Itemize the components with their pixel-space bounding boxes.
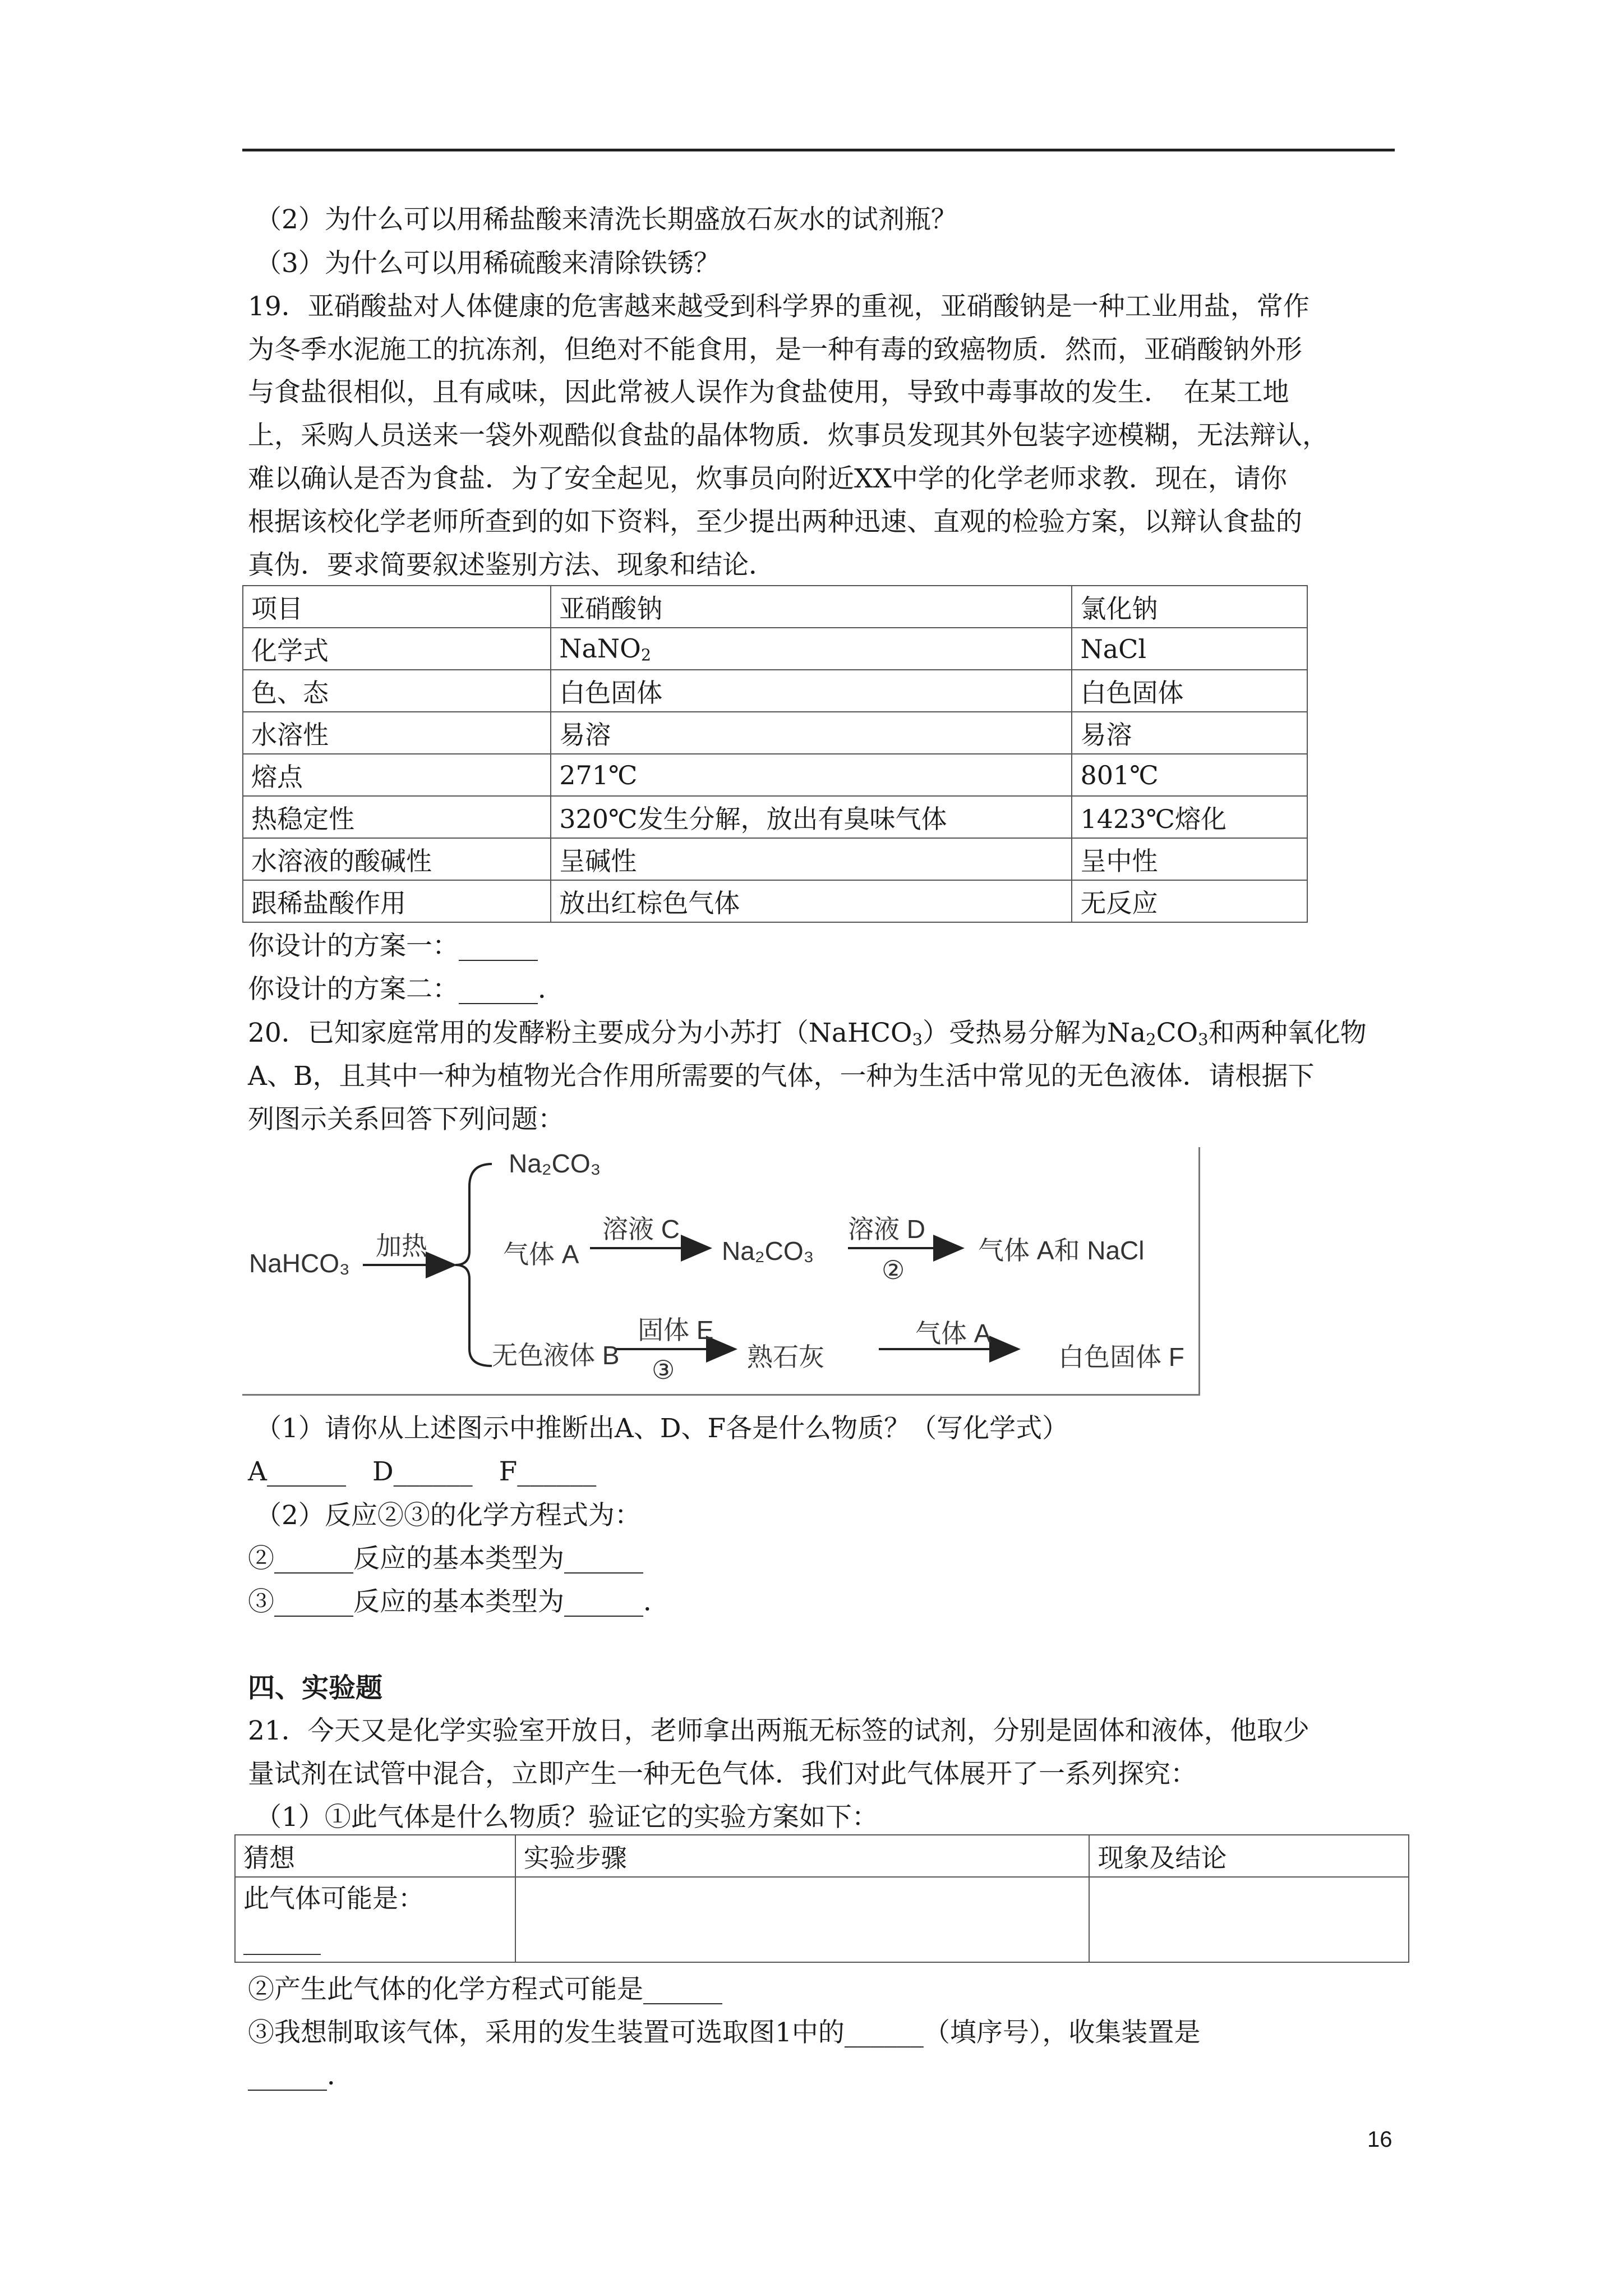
label-solid-e: 固体 E	[638, 1315, 714, 1345]
table-cell: 271℃	[551, 754, 1072, 796]
label-reaction-2: ②	[882, 1255, 905, 1285]
label-liquid-b: 无色液体 B	[492, 1341, 620, 1370]
q19-line: 难以确认是否为食盐．为了安全起见，炊事员向附近XX中学的化学老师求教．现在，请你	[248, 463, 1287, 494]
label-solution-c: 溶液 C	[602, 1214, 680, 1244]
comparison-table	[242, 585, 1308, 923]
q21-line: ______．	[248, 2060, 353, 2091]
table-header: 项目	[243, 586, 551, 628]
q19-line: 19．亚硝酸盐对人体健康的危害越来越受到科学界的重视，亚硝酸钠是一种工业用盐，常作	[248, 291, 1310, 322]
table-row	[243, 628, 1307, 670]
q19-line: 为冬季水泥施工的抗冻剂，但绝对不能食用，是一种有毒的致癌物质．然而，亚硝酸钠外形	[248, 334, 1302, 365]
q21-line: ②产生此气体的化学方程式可能是______	[248, 1974, 722, 2005]
table-cell	[1089, 1877, 1409, 1962]
table-header: 猜想	[235, 1835, 515, 1877]
q21-line: 21．今天又是化学实验室开放日，老师拿出两瓶无标签的试剂，分别是固体和液体，他取少	[248, 1715, 1310, 1746]
q19-line: 真伪．要求简要叙述鉴别方法、现象和结论．	[248, 550, 775, 581]
label-heat: 加热	[376, 1231, 427, 1260]
q20-sub1: （1）请你从上述图示中推断出A、D、F各是什么物质？（写化学式）	[255, 1413, 1069, 1444]
q20-line: 列图示关系回答下列问题：	[248, 1104, 564, 1135]
table-row	[243, 838, 1307, 880]
table-header: 实验步骤	[515, 1835, 1090, 1877]
label-na2co3-top: Na₂CO₃	[509, 1149, 601, 1178]
table-header-row	[235, 1835, 1409, 1877]
table-cell: 呈中性	[1072, 838, 1307, 880]
diagram-lines	[242, 1147, 1198, 1394]
table-cell: 放出红棕色气体	[551, 880, 1072, 922]
answer-blank-2: 你设计的方案二：______．	[248, 974, 564, 1005]
q19-line: 根据该校化学老师所查到的如下资料，至少提出两种迅速、直观的检验方案，以辩认食盐的	[248, 507, 1302, 537]
q18-part3: （3）为什么可以用稀硫酸来清除铁锈？	[255, 248, 720, 279]
q20-sub2-a: ②______反应的基本类型为______	[248, 1543, 643, 1574]
table-header: 现象及结论	[1089, 1835, 1409, 1877]
answer-blank-1: 你设计的方案一：______	[248, 931, 538, 961]
table-row	[235, 1877, 1409, 1962]
q21-line: （1）①此气体是什么物质？验证它的实验方案如下：	[255, 1802, 878, 1833]
brace-icon	[455, 1164, 492, 1366]
table-cell: 此气体可能是： ______	[235, 1877, 515, 1962]
table-cell: 熔点	[243, 754, 551, 796]
table-cell: 白色固体	[551, 670, 1072, 712]
label-products: 气体 A和 NaCl	[978, 1236, 1145, 1265]
q21-line: 量试剂在试管中混合，立即产生一种无色气体．我们对此气体展开了一系列探究：	[248, 1759, 1197, 1789]
header-rule	[242, 149, 1395, 151]
table-cell: 水溶液的酸碱性	[243, 838, 551, 880]
page-number: 16	[1367, 2127, 1393, 2152]
table-cell: 易溶	[551, 712, 1072, 754]
label-reaction-3: ③	[652, 1355, 675, 1384]
table-cell: NaCl	[1072, 628, 1307, 670]
table-header: 亚硝酸钠	[551, 586, 1072, 628]
reaction-diagram	[242, 1147, 1200, 1396]
table-cell: 呈碱性	[551, 838, 1072, 880]
table-row	[243, 754, 1307, 796]
table-cell: 320℃发生分解，放出有臭味气体	[551, 796, 1072, 838]
q18-part2: （2）为什么可以用稀盐酸来清洗长期盛放石灰水的试剂瓶？	[255, 204, 957, 235]
table-cell	[515, 1877, 1090, 1962]
q20-sub2-b: ③______反应的基本类型为______．	[248, 1586, 670, 1617]
q20-sub2: （2）反应②③的化学方程式为：	[255, 1500, 641, 1531]
label-gas-a-2: 气体 A	[915, 1319, 992, 1348]
q20-line: 20．已知家庭常用的发酵粉主要成分为小苏打（NaHCO$_3$）受热易分解为$Na_2CO_3$和两种氧化物	[248, 1018, 1367, 1049]
table-header-row	[243, 586, 1307, 628]
label-gas-a: 气体 A	[503, 1240, 579, 1269]
table-row	[243, 880, 1307, 922]
label-slaked-lime: 熟石灰	[747, 1342, 824, 1372]
q19-line: 上，采购人员送来一袋外观酷似食盐的晶体物质．炊事员发现其外包装字迹模糊，无法辩认，	[248, 420, 1329, 451]
experiment-table	[234, 1834, 1409, 1963]
table-cell: 无反应	[1072, 880, 1307, 922]
table-row	[243, 712, 1307, 754]
q20-sub1-blanks: A______ D______ F______	[248, 1456, 597, 1487]
table-cell: 色、态	[243, 670, 551, 712]
table-cell: 易溶	[1072, 712, 1307, 754]
table-cell: 跟稀盐酸作用	[243, 880, 551, 922]
q21-line: ③我想制取该气体，采用的发生装置可选取图1中的______（填序号），收集装置是	[248, 2017, 1201, 2048]
table-cell: 白色固体	[1072, 670, 1307, 712]
table-row	[243, 670, 1307, 712]
label-solution-d: 溶液 D	[848, 1214, 925, 1244]
table-cell: NaNO$_2$	[551, 628, 1072, 670]
table-cell: 水溶性	[243, 712, 551, 754]
section-title: 四、实验题	[248, 1672, 383, 1704]
table-cell: 热稳定性	[243, 796, 551, 838]
label-nahco3: NaHCO₃	[249, 1249, 350, 1278]
table-cell: 1423℃熔化	[1072, 796, 1307, 838]
q19-line: 与食盐很相似，且有咸味，因此常被人误作为食盐使用，导致中毒事故的发生． 在某工地	[248, 377, 1289, 408]
table-header: 氯化钠	[1072, 586, 1307, 628]
table-cell: 801℃	[1072, 754, 1307, 796]
label-solid-f: 白色固体 F	[1058, 1342, 1184, 1372]
q20-line: A、B，且其中一种为植物光合作用所需要的气体，一种为生活中常见的无色液体．请根据下	[248, 1061, 1315, 1092]
table-cell: 化学式	[243, 628, 551, 670]
table-row	[243, 796, 1307, 838]
label-na2co3: Na₂CO₃	[722, 1236, 814, 1266]
